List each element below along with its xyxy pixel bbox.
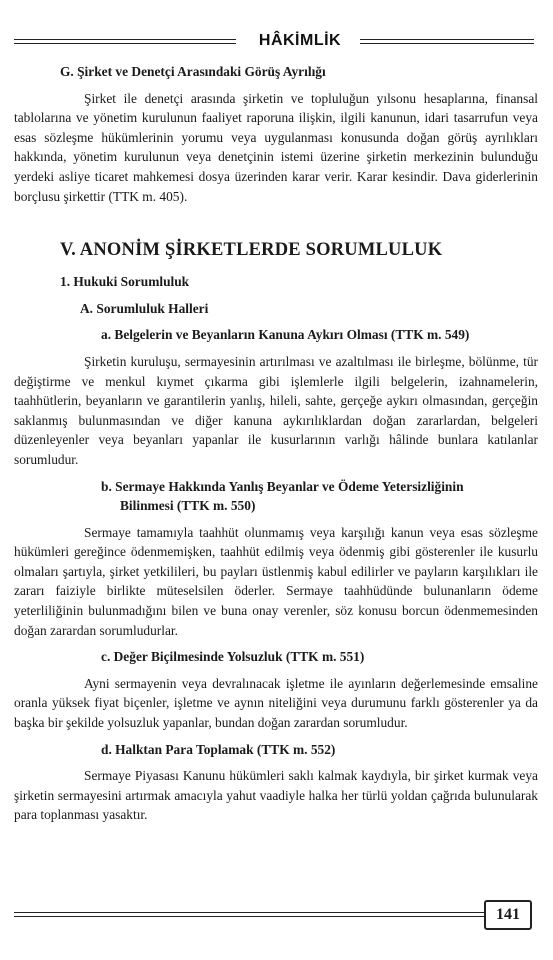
item-d-heading: d. Halktan Para Toplamak (TTK m. 552): [101, 741, 336, 757]
item-b-heading-line2: Bilinmesi (TTK m. 550): [120, 498, 256, 514]
item-c-heading: c. Değer Biçilmesinde Yolsuzluk (TTK m. 551): [101, 649, 365, 665]
item-b-heading-line1: b. Sermaye Hakkında Yanlış Beyanlar ve Ödeme Yetersizliğinin: [101, 478, 464, 494]
footer-rule: [14, 912, 484, 913]
section-g-paragraph: Şirket ile denetçi arasında şirketin ve topluluğun yılsonu hesaplarına, finansal tablolarına ve yönetim kurulunun faaliyet raporuna ilişkin, ilgili kanunun, idari tasarrufun veya esas sözleşme hükümlerinin yorumu veya uygulanması konusunda doğan görüş ayrılıkları hakkında, yönetim kurulunun veya denetçinin istemi üzerine şirketin merkezinin bulunduğu yerdeki asliye ticaret mahkemesi dosya üzerinden karar verir. Karar kesindir. Dava giderlerinin borçlusu şirkettir (TTK m. 405).: [14, 90, 538, 204]
item-c-paragraph: Ayni sermayenin veya devralınacak işletme ile ayınların değerlemesinde emsaline oranla yüksek fiyat biçenler, işletme ve aynın niteliğini veya durumunu farklı gösterenler ya da başka bir şekilde yolsuzluk yapanlar, bundan doğan zarardan sorumludur.: [14, 675, 538, 731]
item-d-paragraph: Sermaye Piyasası Kanunu hükümleri saklı kalmak kaydıyla, bir şirket kurmak veya şirketin sermayesini artırmak amacıyla yahut vaadiyle halka her türlü yoldan çağrıda bulunularak para toplanması yasaktır.: [14, 768, 538, 823]
page-footer: [14, 899, 534, 931]
subsection-1-heading: 1. Hukuki Sorumluluk: [60, 274, 190, 290]
item-b-heading: [14, 477, 538, 516]
brand-title: HÂKİMLİK: [258, 32, 342, 49]
page-number: 141: [484, 900, 532, 930]
page-header: [14, 30, 534, 52]
header-rule-right: [360, 39, 534, 40]
page-content: [14, 62, 538, 825]
header-rule-left: [14, 39, 236, 40]
subsection-a-heading: A. Sorumluluk Halleri: [80, 300, 209, 316]
section-g-heading: G. Şirket ve Denetçi Arasındaki Görüş Ayrılığı: [60, 64, 326, 79]
chapter-v-heading: V. ANONİM ŞİRKETLERDE SORUMLULUK: [60, 240, 443, 261]
header-rule-right-2: [360, 43, 534, 44]
item-a-heading: a. Belgelerin ve Beyanların Kanuna Aykırı Olması (TTK m. 549): [101, 327, 470, 343]
item-b-paragraph: Sermaye tamamıyla taahhüt olunmamış veya karşılığı kanun veya esas sözleşme hükümleri gereğince ödenmemişken, taahhüt edilmiş veya ödenmiş gibi gösterenler ile kusurlu olmaları şartıyla, şirket yetkilileri, bu payları üstlenmiş kabul edilirler ve payların karşılıkları ile zararı faiziyle birlikte müteselsilen öderler. Sermaye taahhüdünde bulunanların ödeme yeterliliğinin bulunmadığını bilen ve buna onay verenler, söz konusu borcun ödenmemesinden doğan zarardan sorumludurlar.: [14, 524, 538, 638]
header-rule-left-2: [14, 43, 236, 44]
footer-rule-2: [14, 916, 484, 917]
item-a-paragraph: Şirketin kuruluşu, sermayesinin artırılması ve azaltılması ile birleşme, bölünme, tür değiştirme ve menkul kıymet çıkarma gibi işlemlerle ilgili belgelerin, izahnamelerin, taahhütlerin, beyanların ve garantilerin yanlış, hileli, sahte, gerçeğe aykırı olmasından, gerçeğin saklanmış bulunmasından ve diğer kanuna aykırılıklardan doğan zararlardan, belgeleri düzenleyenler veya beyanları yapanlar ile kusurlarının varlığı hâlinde bunlara katılanlar sorumludur.: [14, 353, 538, 467]
